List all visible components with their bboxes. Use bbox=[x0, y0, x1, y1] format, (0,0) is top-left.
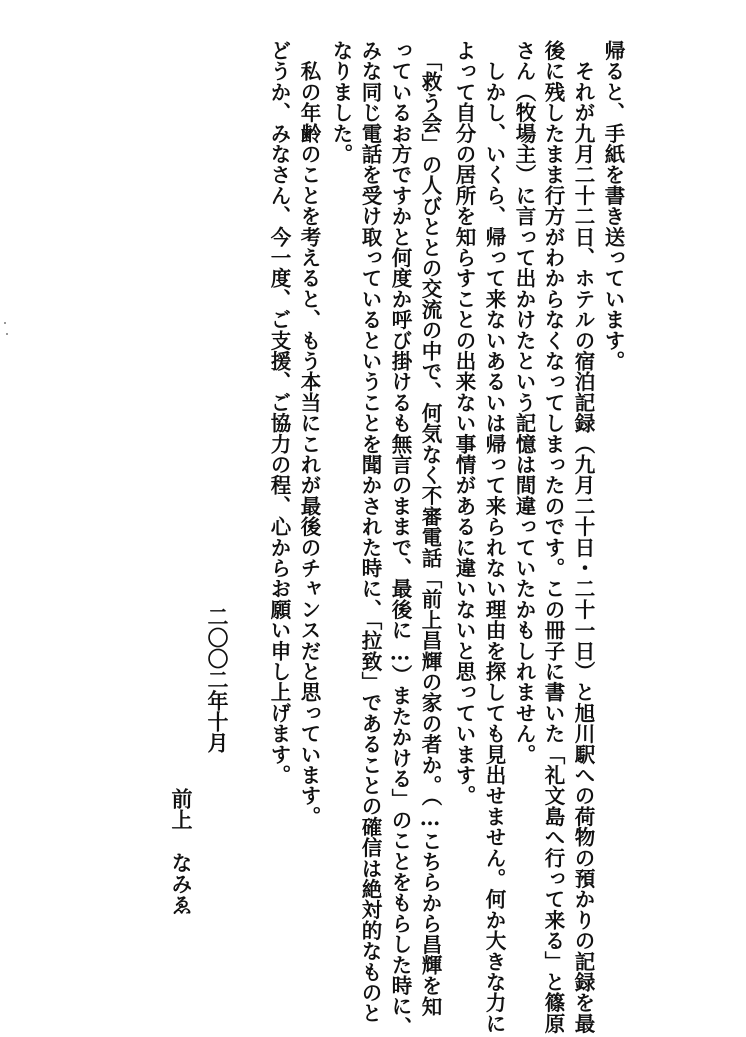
scan-speck bbox=[6, 333, 8, 335]
signature-given-name: なみゑ bbox=[169, 852, 194, 915]
letter-line-6: よって自分の居所を知らすことの出来ない事情があるに違いないと思っています。 bbox=[452, 40, 476, 806]
letter-line-4: さん（牧場主）に言って出かけたという記憶は間違っていたかもしれません。 bbox=[512, 40, 536, 765]
letter-line-1: 帰ると、手紙を書き送っています。 bbox=[601, 40, 625, 372]
scan-speck bbox=[4, 322, 6, 324]
letter-line-5: しかし、いくら、帰って来ないあるいは帰って来られない理由を探しても見出せません。何か大きな力に bbox=[482, 40, 506, 1034]
letter-line-12: どうか、みなさん、今一度、ご支援、ご協力の程、心からお願い申し上げます。 bbox=[267, 40, 291, 786]
letter-date: 二〇〇二年十月 bbox=[205, 606, 230, 753]
letter-line-3: 後に残したまま行方がわからなくなってしまったのです。この冊子に書いた「礼文島へ行って来る」と篠原 bbox=[541, 40, 565, 1034]
signature-surname: 前上 bbox=[169, 788, 194, 830]
letter-line-2: それが九月二十二日、ホテルの宿泊記録（九月二十日・二十一日）と旭川駅への荷物の預かりの記録を最 bbox=[571, 40, 595, 1034]
letter-line-10: なりました。 bbox=[329, 40, 353, 165]
letter-line-8: っているお方ですかと何度か呼び掛けるも無言のままで、最後に…）またかける」のことをもらした時に、 bbox=[388, 40, 412, 1037]
letter-line-11: 私の年齢のことを考えると、もう本当にこれが最後のチャンスだと思っています。 bbox=[297, 40, 321, 827]
letter-line-7: 「救う会」の人びととの交流の中で、何気なく不審電話「前上昌輝の家の者か。（…こちらから昌輝を知 bbox=[418, 40, 442, 1017]
letter-line-9: みな同じ電話を受け取っているということを聞かされた時に、「拉致」であることの確信は絶対的なものと bbox=[358, 40, 382, 1024]
